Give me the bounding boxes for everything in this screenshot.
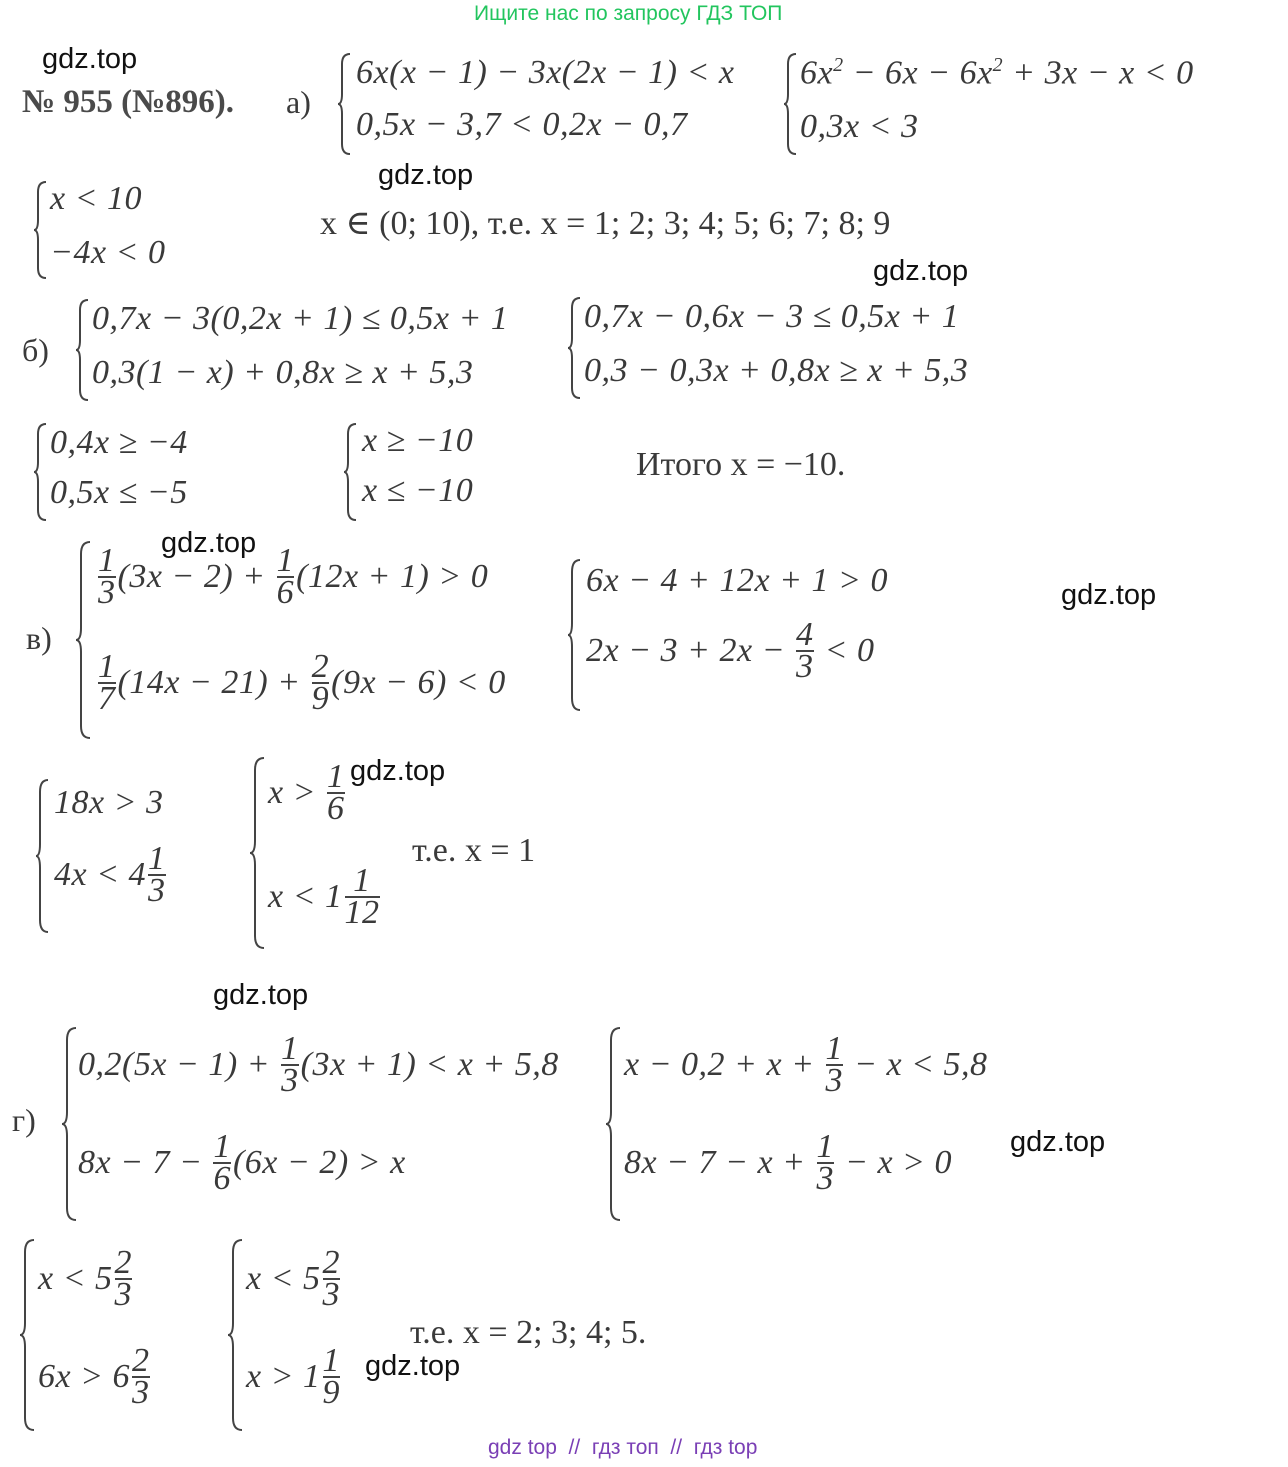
brace-icon — [36, 778, 50, 934]
fraction — [322, 1342, 341, 1411]
equation-line — [78, 1030, 559, 1099]
brace-icon — [568, 558, 582, 712]
denominator: 9 — [311, 680, 330, 717]
watermark: gdz.top — [161, 527, 257, 559]
fraction — [825, 1030, 844, 1099]
watermark: gdz.top — [350, 755, 446, 787]
denominator: 3 — [114, 1276, 133, 1313]
equation-line — [38, 1342, 152, 1411]
numerator: 1 — [213, 1128, 231, 1165]
numerator: 1 — [276, 542, 295, 579]
watermark: gdz.top — [213, 979, 309, 1011]
denominator: 3 — [825, 1062, 844, 1099]
equation-line — [624, 1030, 988, 1099]
equation-line: 0,5x ≤ −5 — [50, 474, 188, 511]
equation-line — [268, 758, 347, 827]
equation-line: x < 10 — [50, 180, 143, 217]
equation-line: 0,5x − 3,7 < 0,2x − 0,7 — [356, 106, 688, 143]
equation-line — [586, 616, 875, 685]
system-v3 — [36, 778, 216, 934]
equation-line — [78, 1128, 406, 1197]
equation-line — [624, 1128, 952, 1197]
numerator: 2 — [132, 1342, 150, 1379]
equation-part: − x < 5,8 — [845, 1046, 988, 1083]
brace-icon — [34, 180, 48, 280]
system-b3 — [34, 422, 234, 522]
system-g1 — [62, 1026, 582, 1222]
equation-part: − 6x − 6x — [843, 54, 993, 92]
fraction — [311, 648, 330, 717]
equation-line: 0,3 − 0,3x + 0,8x ≥ x + 5,3 — [584, 352, 969, 389]
numerator: 1 — [327, 758, 345, 795]
fraction — [148, 840, 166, 909]
denominator: 3 — [148, 872, 166, 909]
brace-icon — [62, 1026, 78, 1222]
system-a2 — [784, 52, 1224, 156]
system-a3 — [34, 180, 194, 280]
equation-part: (12x + 1) > 0 — [296, 558, 489, 595]
equation-part: 6x — [800, 54, 834, 92]
equation-line: x ≤ −10 — [362, 472, 474, 509]
equation-part: (6x − 2) > x — [232, 1144, 406, 1181]
equation-line: 0,7x − 3(0,2x + 1) ≤ 0,5x + 1 — [92, 300, 509, 337]
equation-line — [246, 1244, 342, 1313]
equation-line: x ≥ −10 — [362, 422, 474, 459]
equation-part: x < 1 — [268, 878, 343, 915]
fraction — [281, 1030, 299, 1099]
numerator: 1 — [825, 1030, 844, 1067]
system-a1 — [338, 52, 758, 156]
equation-line — [268, 862, 382, 931]
search-banner[interactable]: Ищите нас по запросу ГДЗ ТОП — [474, 2, 783, 25]
equation-part: 2x − 3 + 2x − — [586, 632, 795, 669]
fraction — [132, 1342, 150, 1411]
system-b2 — [568, 296, 1008, 400]
equation-part: (3x − 2) + — [117, 558, 275, 595]
equation-line — [96, 648, 506, 717]
numerator: 1 — [281, 1030, 299, 1067]
brace-icon — [34, 422, 48, 522]
equation-part: 4x < 4 — [54, 856, 147, 893]
label-v: в) — [26, 620, 52, 656]
equation-line: 0,3x < 3 — [800, 108, 919, 145]
equation-line: 6x(x − 1) − 3x(2x − 1) < x — [356, 54, 735, 91]
fraction — [816, 1128, 835, 1197]
footer-links[interactable]: gdz top // гдз топ // гдз top — [488, 1436, 758, 1459]
numerator: 2 — [311, 648, 330, 685]
fraction — [276, 542, 295, 611]
equation-line: −4x < 0 — [50, 234, 166, 271]
denominator: 3 — [281, 1062, 299, 1099]
system-b4 — [344, 422, 524, 522]
equation-part: x > 1 — [246, 1358, 321, 1395]
fraction — [322, 1244, 341, 1313]
equation-line — [800, 54, 1194, 92]
equation-part: 8x − 7 − x + — [624, 1144, 815, 1181]
numerator: 4 — [796, 616, 814, 653]
equation-part: + 3x − x < 0 — [1003, 54, 1194, 92]
brace-icon — [228, 1238, 244, 1432]
equation-part: < 0 — [815, 632, 875, 669]
equation-line: 0,4x ≥ −4 — [50, 424, 188, 461]
exponent: 2 — [833, 54, 844, 76]
numerator: 1 — [816, 1128, 835, 1165]
denominator: 9 — [322, 1374, 341, 1411]
brace-icon — [344, 422, 358, 522]
equation-part: − x > 0 — [836, 1144, 952, 1181]
equation-part: 0,2(5x − 1) + — [78, 1046, 280, 1083]
equation-part: (9x − 6) < 0 — [331, 664, 506, 701]
equation-part: (14x − 21) + — [117, 664, 310, 701]
watermark: gdz.top — [42, 43, 138, 75]
numerator: 1 — [98, 648, 116, 685]
equation-part: x > — [268, 774, 326, 811]
denominator: 6 — [327, 790, 345, 827]
denominator: 6 — [213, 1160, 231, 1197]
brace-icon — [76, 540, 92, 740]
exponent: 2 — [992, 54, 1004, 76]
watermark: gdz.top — [1010, 1126, 1106, 1158]
fraction — [98, 648, 116, 717]
brace-icon — [20, 1238, 36, 1432]
system-g4 — [228, 1238, 398, 1432]
equation-line: 0,7x − 0,6x − 3 ≤ 0,5x + 1 — [584, 298, 960, 335]
brace-icon — [76, 298, 90, 402]
denominator: 3 — [796, 648, 814, 685]
fraction — [344, 862, 380, 931]
system-v4 — [250, 756, 400, 950]
equation-part: x − 0,2 + x + — [624, 1046, 824, 1083]
numerator: 1 — [322, 1342, 341, 1379]
equation-part: 6x > 6 — [38, 1358, 131, 1395]
denominator: 3 — [322, 1276, 341, 1313]
denominator: 3 — [98, 574, 116, 611]
problem-title: № 955 (№896). — [22, 84, 235, 120]
watermark: gdz.top — [1061, 579, 1157, 611]
equation-part: x < 5 — [246, 1260, 321, 1297]
fraction — [98, 542, 116, 611]
denominator: 7 — [98, 680, 116, 717]
label-g: г) — [12, 1102, 36, 1138]
label-a: а) — [286, 84, 311, 120]
denominator: 3 — [132, 1374, 150, 1411]
system-g2 — [606, 1026, 1016, 1222]
equation-line: 18x > 3 — [54, 784, 164, 821]
label-b: б) — [22, 332, 49, 368]
equation-line: 6x − 4 + 12x + 1 > 0 — [586, 562, 888, 599]
equation-part: (3x + 1) < x + 5,8 — [300, 1046, 559, 1083]
numerator: 2 — [114, 1244, 133, 1281]
denominator: 12 — [344, 894, 380, 931]
fraction — [796, 616, 814, 685]
brace-icon — [568, 296, 582, 400]
numerator: 2 — [322, 1244, 341, 1281]
equation-line — [54, 840, 168, 909]
equation-line — [38, 1244, 134, 1313]
brace-icon — [338, 52, 352, 156]
denominator: 3 — [816, 1160, 835, 1197]
answer-g: т.е. x = 2; 3; 4; 5. — [410, 1314, 647, 1351]
numerator: 1 — [98, 542, 116, 579]
watermark: gdz.top — [873, 255, 969, 287]
answer-b: Итого x = −10. — [636, 446, 846, 483]
answer-a: x ∈ (0; 10), т.е. x = 1; 2; 3; 4; 5; 6; 7; 8; 9 — [320, 205, 891, 242]
watermark: gdz.top — [378, 159, 474, 191]
numerator: 1 — [353, 862, 371, 899]
system-b1 — [76, 298, 546, 402]
system-v2 — [568, 558, 908, 712]
system-g3 — [20, 1238, 190, 1432]
numerator: 1 — [148, 840, 166, 877]
equation-line: 0,3(1 − x) + 0,8x ≥ x + 5,3 — [92, 354, 474, 391]
watermark: gdz.top — [365, 1350, 461, 1382]
equation-part: 8x − 7 − — [78, 1144, 212, 1181]
system-v1 — [76, 540, 536, 740]
denominator: 6 — [276, 574, 295, 611]
brace-icon — [784, 52, 798, 156]
equation-part: x < 5 — [38, 1260, 113, 1297]
brace-icon — [250, 756, 266, 950]
equation-line — [246, 1342, 342, 1411]
fraction — [114, 1244, 133, 1313]
fraction — [327, 758, 345, 827]
brace-icon — [606, 1026, 622, 1222]
fraction — [213, 1128, 231, 1197]
answer-v: т.е. x = 1 — [412, 832, 536, 869]
